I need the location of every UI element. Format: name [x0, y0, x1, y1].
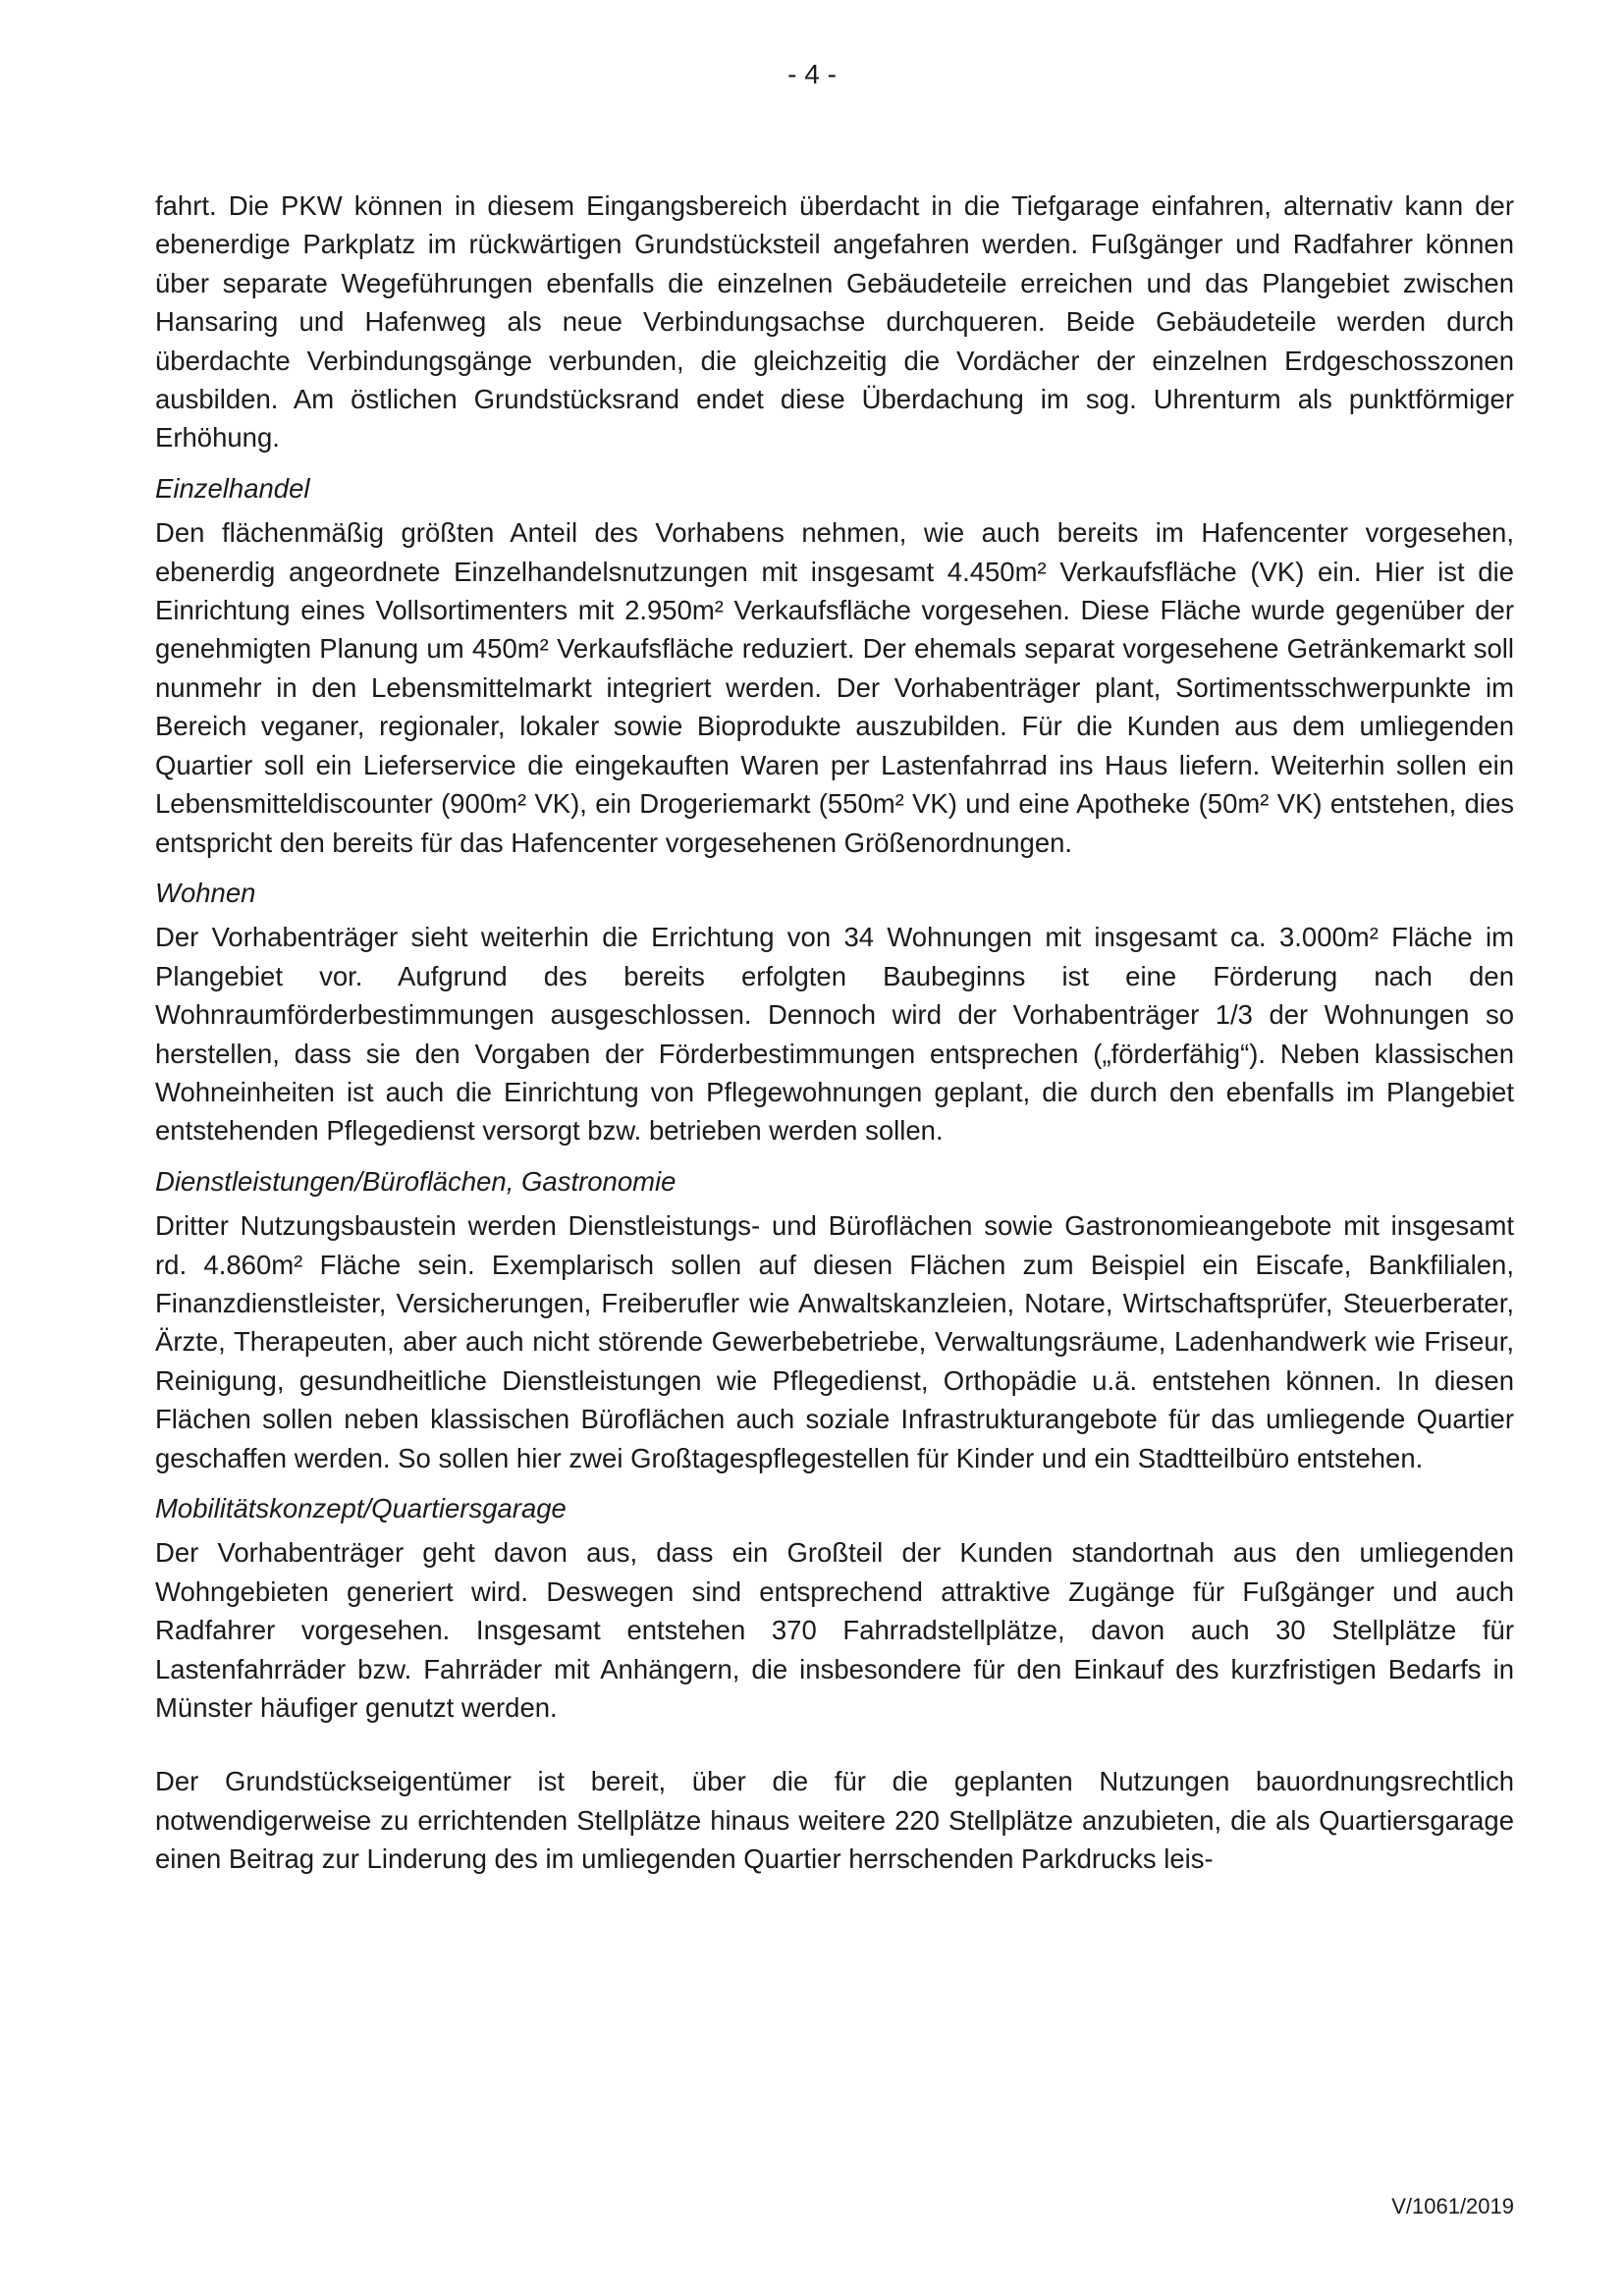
heading-mobilitaet: Mobilitätskonzept/Quartiersgarage: [155, 1493, 567, 1523]
mobilitaet-paragraph: Der Vorhabenträger geht davon aus, dass ein Großteil der Kunden standortnah aus den umliegenden Wohngebieten generiert wird. Deswegen sind entsprechend attraktive Zugänge für Fußgänger und auch Radfahrer vorgesehen. Insgesamt entstehen 370 Fahrradstellplätze, davon auch 30 Stellplätze für Lastenfahrräder bzw. Fahrräder mit Anhängern, die insbesondere für den Einkauf des kurzfristigen Bedarfs in Münster häufiger genutzt werden.: [155, 1537, 1514, 1724]
dienstleistungen-paragraph: Dritter Nutzungsbaustein werden Dienstleistungs- und Büroflächen sowie Gastronomieangebote mit insgesamt rd. 4.860m² Fläche sein. Exemplarisch sollen auf diesen Flächen zum Beispiel ein Eiscafe, Bankfilialen, Finanzdienstleister, Versicherungen, Freiberufler wie Anwaltskanzleien, Notare, Wirtschaftsprüfer, Steuerberater, Ärzte, Therapeuten, aber auch nicht störende Gewerbebetriebe, Verwaltungsräume, Ladenhandwerk wie Friseur, Reinigung, gesundheitliche Dienstleistungen wie Pflegedienst, Orthopädie u.ä. entstehen können. In diesen Flächen sollen neben klassischen Büroflächen auch soziale Infrastrukturangebote für das umliegende Quartier geschaffen werden. So sollen hier zwei Großtagespflegestellen für Kinder und ein Stadtteilbüro entstehen.: [155, 1210, 1514, 1473]
document-reference: V/1061/2019: [1391, 2194, 1514, 2218]
page-number: - 4 -: [787, 59, 837, 89]
heading-dienstleistungen: Dienstleistungen/Büroflächen, Gastronomie: [155, 1165, 677, 1197]
einzelhandel-paragraph: Den flächenmäßig größten Anteil des Vorhabens nehmen, wie auch bereits im Hafencenter vorgesehen, ebenerdig angeordnete Einzelhandelsnutzungen mit insgesamt 4.450m² Verkaufsfläche (VK) ein. Hier ist die Einrichtung eines Vollsortimenters mit 2.950m² Verkaufsfläche vorgesehen. Diese Fläche wurde gegenüber der genehmigten Planung um 450m² Verkaufsfläche reduziert. Der ehemals separat vorgesehene Getränkemarkt soll nunmehr in den Lebensmittelmarkt integriert werden. Der Vorhabenträger plant, Sortimentsschwerpunkte im Bereich veganer, regionaler, lokaler sowie Bioprodukte auszubilden. Für die Kunden aus dem umliegenden Quartier soll ein Lieferservice die eingekauften Waren per Lastenfahrrad ins Haus liefern. Weiterhin sollen ein Lebensmitteldiscounter (900m² VK), ein Drogeriemarkt (550m² VK) und eine Apotheke (50m² VK) entstehen, dies entspricht den bereits für das Hafencenter vorgesehenen Größenordnungen.: [155, 517, 1514, 858]
heading-wohnen: Wohnen: [155, 877, 256, 908]
document-body: [155, 187, 1514, 1879]
wohnen-paragraph: Der Vorhabenträger sieht weiterhin die Errichtung von 34 Wohnungen mit insgesamt ca. 3.000m² Fläche im Plangebiet vor. Aufgrund des bereits erfolgten Baubeginns ist eine Förderung nach den Wohnraumförderbestimmungen ausgeschlossen. Dennoch wird der Vorhabenträger 1/3 der Wohnungen so herstellen, dass sie den Vorgaben der Förderbestimmungen entsprechen („förderfähig“). Neben klassischen Wohneinheiten ist auch die Einrichtung von Pflegewohnungen geplant, die durch den ebenfalls im Plangebiet entstehenden Pflegedienst versorgt bzw. betrieben werden sollen.: [155, 922, 1514, 1147]
intro-paragraph: fahrt. Die PKW können in diesem Eingangsbereich überdacht in die Tiefgarage einfahren, alternativ kann der ebenerdige Parkplatz im rückwärtigen Grundstücksteil angefahren werden. Fußgänger und Radfahrer können über separate Wegeführungen ebenfalls die einzelnen Gebäudeteile erreichen und das Plangebiet zwischen Hansaring und Hafenweg als neue Verbindungsachse durchqueren. Beide Gebäudeteile werden durch überdachte Verbindungsgänge verbunden, die gleichzeitig die Vordächer der einzelnen Erdgeschosszonen ausbilden. Am östlichen Grundstücksrand endet diese Überdachung im sog. Uhrenturm als punktförmiger Erhöhung.: [155, 190, 1514, 454]
mobilitaet-paragraph-2: Der Grundstückseigentümer ist bereit, über die für die geplanten Nutzungen bauordnungsrechtlich notwendigerweise zu errichtenden Stellplätze hinaus weitere 220 Stellplätze anzubieten, die als Quartiersgarage einen Beitrag zur Linderung des im umliegenden Quartier herrschenden Parkdrucks leis-: [155, 1766, 1514, 1875]
heading-einzelhandel: Einzelhandel: [155, 472, 310, 504]
